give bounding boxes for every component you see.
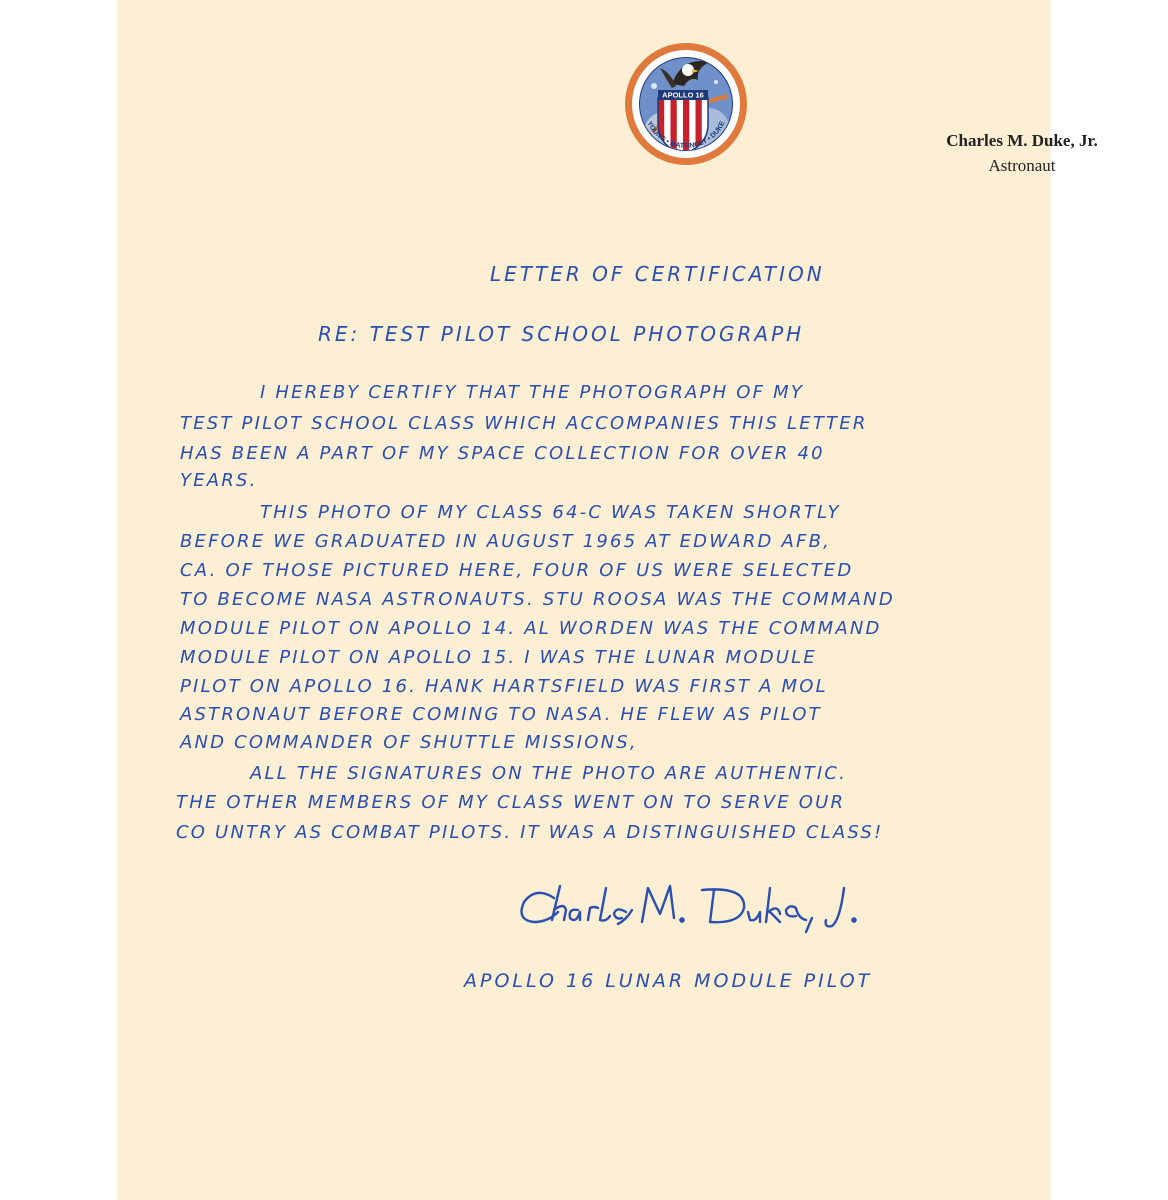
mission-patch-icon — [624, 42, 748, 166]
body-line: I HEREBY CERTIFY THAT THE PHOTOGRAPH OF MY — [260, 382, 805, 403]
body-line: HAS BEEN A PART OF MY SPACE COLLECTION FOR OVER 40 — [180, 443, 825, 464]
signature-icon — [514, 876, 874, 946]
signature-title: APOLLO 16 LUNAR MODULE PILOT — [464, 970, 873, 992]
letterhead-title: Astronaut — [988, 156, 1056, 175]
body-line: CA. OF THOSE PICTURED HERE, FOUR OF US WERE SELECTED — [180, 560, 854, 581]
apollo-16-mission-patch — [624, 42, 748, 166]
letter-subject: RE: TEST PILOT SCHOOL PHOTOGRAPH — [318, 322, 805, 346]
letter-title: LETTER OF CERTIFICATION — [490, 262, 825, 286]
body-line: ALL THE SIGNATURES ON THE PHOTO ARE AUTHENTIC. — [250, 763, 848, 784]
body-line: MODULE PILOT ON APOLLO 14. AL WORDEN WAS THE COMMAND — [180, 618, 882, 639]
handwritten-signature — [514, 876, 874, 946]
body-line: THE OTHER MEMBERS OF MY CLASS WENT ON TO SERVE OUR — [176, 792, 846, 813]
body-line: TEST PILOT SCHOOL CLASS WHICH ACCOMPANIES THIS LETTER — [180, 413, 868, 434]
letterhead-name: Charles M. Duke, Jr. — [946, 131, 1098, 150]
body-line: ASTRONAUT BEFORE COMING TO NASA. HE FLEW AS PILOT — [180, 704, 822, 725]
body-line: TO BECOME NASA ASTRONAUTS. STU ROOSA WAS THE COMMAND — [180, 589, 895, 610]
body-line: BEFORE WE GRADUATED IN AUGUST 1965 AT EDWARD AFB, — [180, 531, 832, 552]
patch-crew-text: YOUNG • MATTINGLY • DUKE — [645, 120, 727, 151]
body-line: THIS PHOTO OF MY CLASS 64-C WAS TAKEN SHORTLY — [260, 502, 841, 523]
body-line: PILOT ON APOLLO 16. HANK HARTSFIELD WAS FIRST A MOL — [180, 676, 828, 697]
body-line: YEARS. — [180, 470, 258, 491]
patch-mission-text: APOLLO 16 — [662, 90, 704, 100]
letter-paper — [118, 0, 1098, 1200]
body-line: CO UNTRY AS COMBAT PILOTS. IT WAS A DISTINGUISHED CLASS! — [176, 822, 884, 843]
body-line: MODULE PILOT ON APOLLO 15. I WAS THE LUNAR MODULE — [180, 647, 817, 668]
body-line: AND COMMANDER OF SHUTTLE MISSIONS, — [180, 732, 638, 753]
